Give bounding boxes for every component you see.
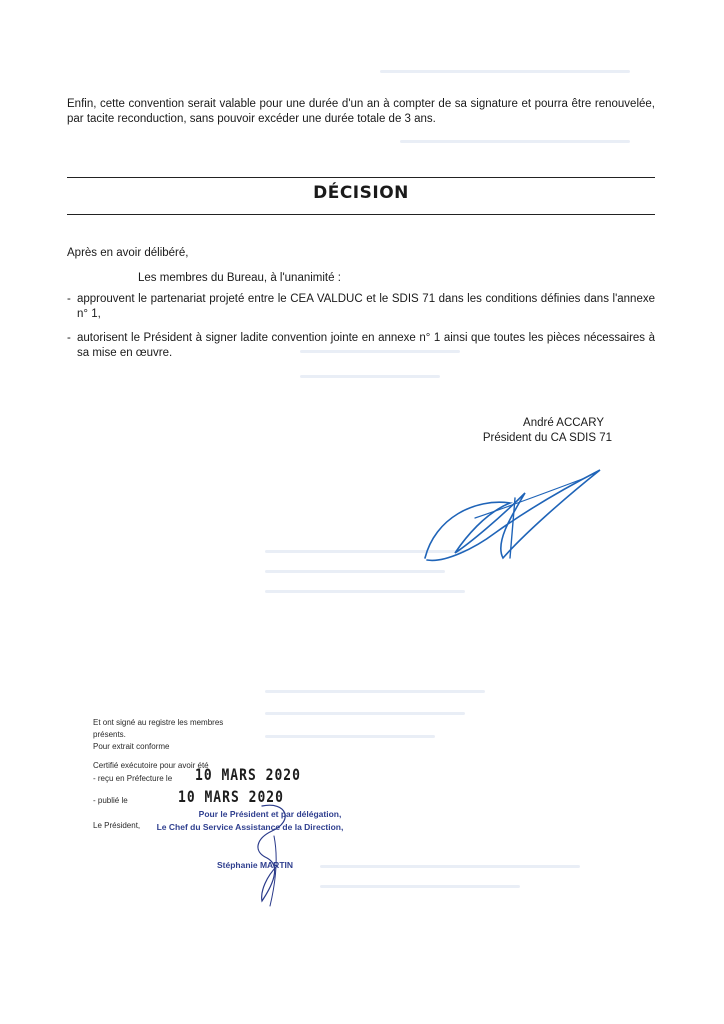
published-label: - publié le	[93, 796, 128, 805]
signatory-name: André ACCARY	[523, 417, 604, 429]
president-signature	[415, 458, 610, 573]
title-rule-top	[67, 177, 655, 178]
delegate-name: Stéphanie MARTIN	[216, 860, 294, 870]
extract-conform: Pour extrait conforme	[93, 742, 170, 751]
received-label: - reçu en Préfecture le	[93, 774, 173, 783]
decision-title: DÉCISION	[313, 183, 409, 203]
decision-list	[67, 292, 655, 370]
decision-item-approve: - approuvent le partenariat projeté entre le CEA VALDUC et le SDIS 71 dans les conditions définies dans l'annexe n° 1,	[67, 292, 655, 322]
members-unanimity: Les membres du Bureau, à l'unanimité :	[138, 272, 341, 284]
delegate-signature	[232, 796, 312, 916]
president-label: Le Président,	[93, 821, 141, 830]
received-date-stamp: 10 MARS 2020	[195, 766, 301, 785]
validity-paragraph: Enfin, cette convention serait valable pour une durée d'un an à compter de sa signature et pourra être renouvelée, par tacite reconduction, sans pouvoir excéder une durée totale de 3 ans.	[67, 98, 655, 125]
delegation-line-1: Pour le Président et par délégation,	[198, 809, 342, 819]
delegation-line-2: Le Chef du Service Assistance de la Direction,	[156, 822, 344, 832]
after-deliberation: Après en avoir délibéré,	[67, 247, 189, 259]
certified-line: Certifié exécutoire pour avoir été	[93, 761, 209, 770]
decision-item-authorize: - autorisent le Président à signer ladite convention jointe en annexe n° 1 ainsi que toutes les pièces nécessaires à sa mise en œuvre.	[67, 331, 655, 361]
published-date-stamp: 10 MARS 2020	[178, 788, 284, 807]
signed-register-line: Et ont signé au registre les membres	[93, 718, 224, 727]
signatory-title: Président du CA SDIS 71	[482, 432, 612, 444]
signed-present-line: présents.	[93, 730, 126, 739]
title-rule-bottom	[67, 214, 655, 215]
